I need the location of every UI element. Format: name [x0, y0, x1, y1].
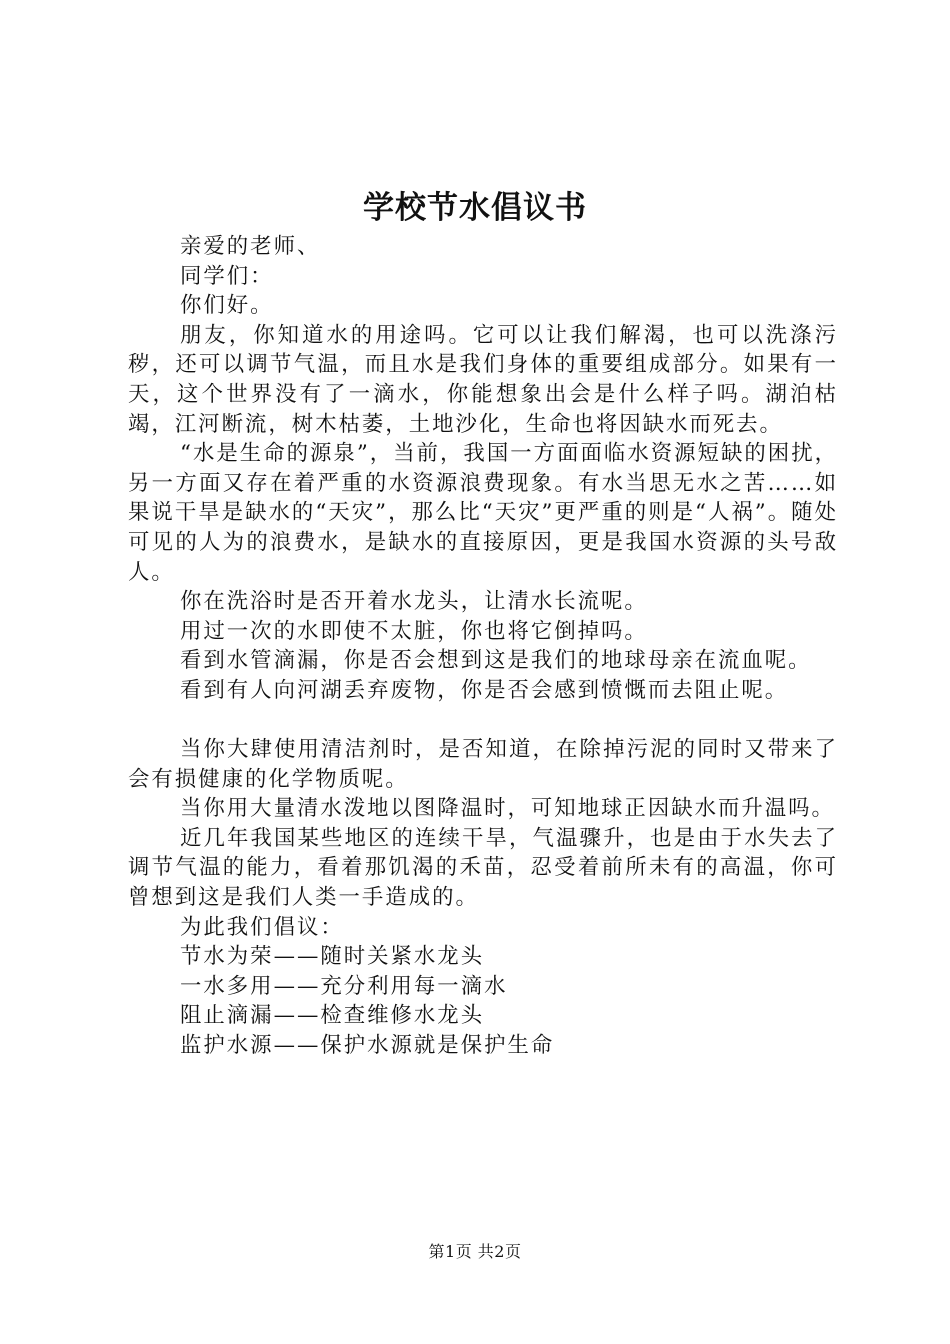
paragraph: 当你大肆使用清洁剂时，是否知道，在除掉污泥的同时又带来了会有损健康的化学物质呢。 — [128, 737, 838, 792]
paragraph: 朋友，你知道水的用途吗。它可以让我们解渴，也可以洗涤污秽，还可以调节气温，而且水是我们身体的重要组成部分。如果有一天，这个世界没有了一滴水，你能想象出会是什么样子吗。湖泊枯竭，江河断流，树木枯萎，土地沙化，生命也将因缺水而死去。 — [128, 322, 838, 437]
page-footer: 第1页 共2页 — [428, 1242, 522, 1261]
proposal-intro: 为此我们倡议： — [180, 914, 344, 940]
proposal-item: 一水多用——充分利用每一滴水 — [180, 973, 508, 999]
paragraph: 近几年我国某些地区的连续干旱，气温骤升，也是由于水失去了调节气温的能力，看着那饥渴的禾苗，忍受着前所未有的高温，你可曾想到这是我们人类一手造成的。 — [128, 825, 838, 911]
proposal-item: 阻止滴漏——检查维修水龙头 — [180, 1003, 485, 1029]
paragraph: 用过一次的水即使不太脏，你也将它倒掉吗。 — [180, 618, 648, 644]
greeting: 你们好。 — [180, 293, 274, 319]
document-title: 学校节水倡议书 — [363, 190, 587, 226]
salutation-line-1: 亲爱的老师、 — [180, 234, 321, 259]
paragraph: 看到水管滴漏，你是否会想到这是我们的地球母亲在流血呢。 — [180, 648, 812, 674]
paragraph: “水是生命的源泉”，当前，我国一方面面临水资源短缺的困扰，另一方面又存在着严重的水资源浪费现象。有水当思无水之苦……如果说干旱是缺水的“天灾”，那么比“天灾”更严重的则是“人祸”。随处可见的人为的浪费水，是缺水的直接原因，更是我国水资源的头号敌人。 — [128, 441, 838, 585]
salutation-line-2: 同学们： — [180, 263, 274, 289]
paragraph: 当你用大量清水泼地以图降温时，可知地球正因缺水而升温吗。 — [180, 796, 835, 822]
paragraph: 看到有人向河湖丢弃废物，你是否会感到愤慨而去阻止呢。 — [180, 677, 789, 703]
document-body — [128, 232, 838, 1061]
blank-line — [128, 706, 838, 736]
paragraph: 你在洗浴时是否开着水龙头，让清水长流呢。 — [180, 589, 648, 615]
proposal-item: 节水为荣——随时关紧水龙头 — [180, 944, 485, 970]
proposal-item: 监护水源——保护水源就是保护生命 — [180, 1033, 555, 1059]
